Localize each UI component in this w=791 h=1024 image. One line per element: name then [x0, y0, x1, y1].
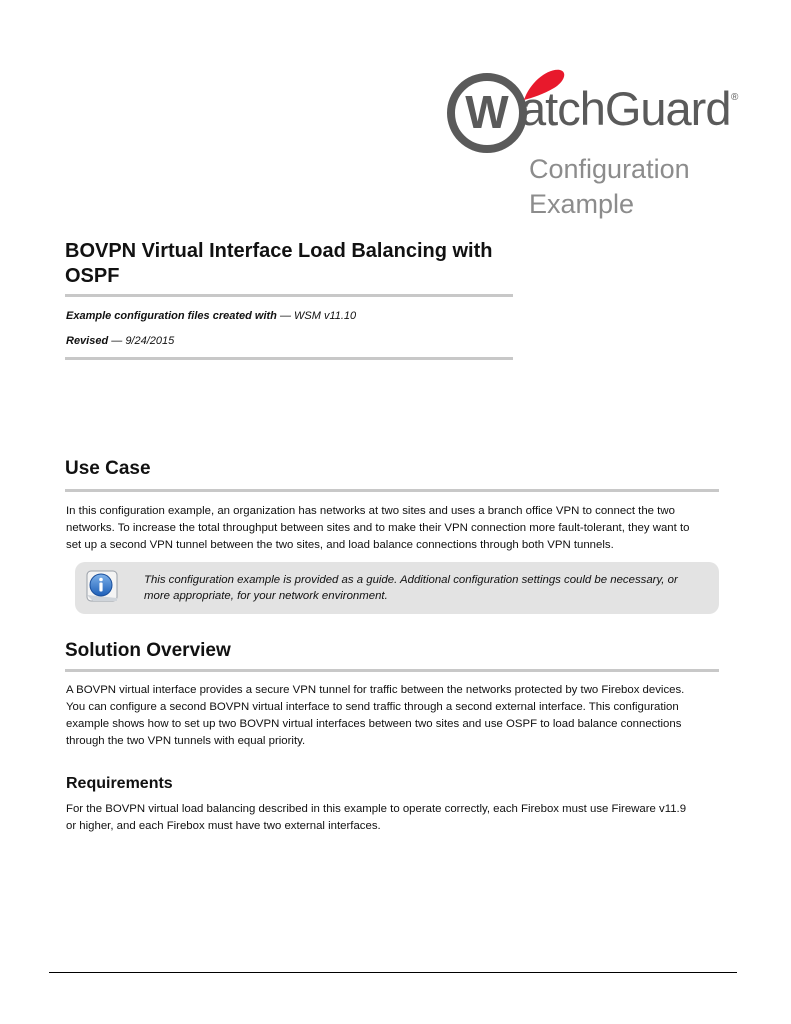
requirements-paragraph: For the BOVPN virtual load balancing described in this example to operate correctly, each Firebox must use Fireware v11.9 or higher, and each Firebox must have two external interfaces. [66, 803, 687, 832]
solution-overview-heading: Solution Overview [65, 640, 231, 661]
use-case-paragraph: In this configuration example, an organization has networks at two sites and uses a branch office VPN to connect the two networks. To increase the total throughput between sites and to make their VPN connection more fault-tolerant, they want to set up a second VPN tunnel between the two sites, and load balance connections through both VPN tunnels. [66, 505, 690, 551]
meta-divider [65, 357, 513, 360]
title-divider [65, 294, 513, 297]
use-case-heading: Use Case [65, 458, 151, 479]
created-with: Example configuration files created with — WSM v11.10 [66, 310, 357, 322]
logo-wordmark: atchGuard [520, 82, 731, 135]
revised-date: Revised — 9/24/2015 [66, 335, 175, 347]
page-title: BOVPN Virtual Interface Load Balancing with OSPF [65, 240, 493, 287]
info-icon [84, 568, 120, 604]
footer-divider [49, 972, 737, 973]
use-case-divider [65, 489, 719, 492]
document-type: Configuration Example [529, 154, 690, 219]
note-text: This configuration example is provided as a guide. Additional configuration settings could be necessary, or more appropriate, for your network environment. [144, 574, 678, 602]
registered-mark: ® [731, 92, 739, 103]
svg-text:W: W [465, 86, 509, 138]
solution-overview-paragraph: A BOVPN virtual interface provides a secure VPN tunnel for traffic between the networks protected by two Firebox devices. You can configure a second BOVPN virtual interface to send traffic through a second external interface. This configuration example shows how to set up two BOVPN virtual interfaces between two sites and use OSPF to load balance connections through the two VPN tunnels with equal priority. [66, 684, 685, 747]
solution-overview-divider [65, 669, 719, 672]
requirements-heading: Requirements [66, 775, 173, 792]
